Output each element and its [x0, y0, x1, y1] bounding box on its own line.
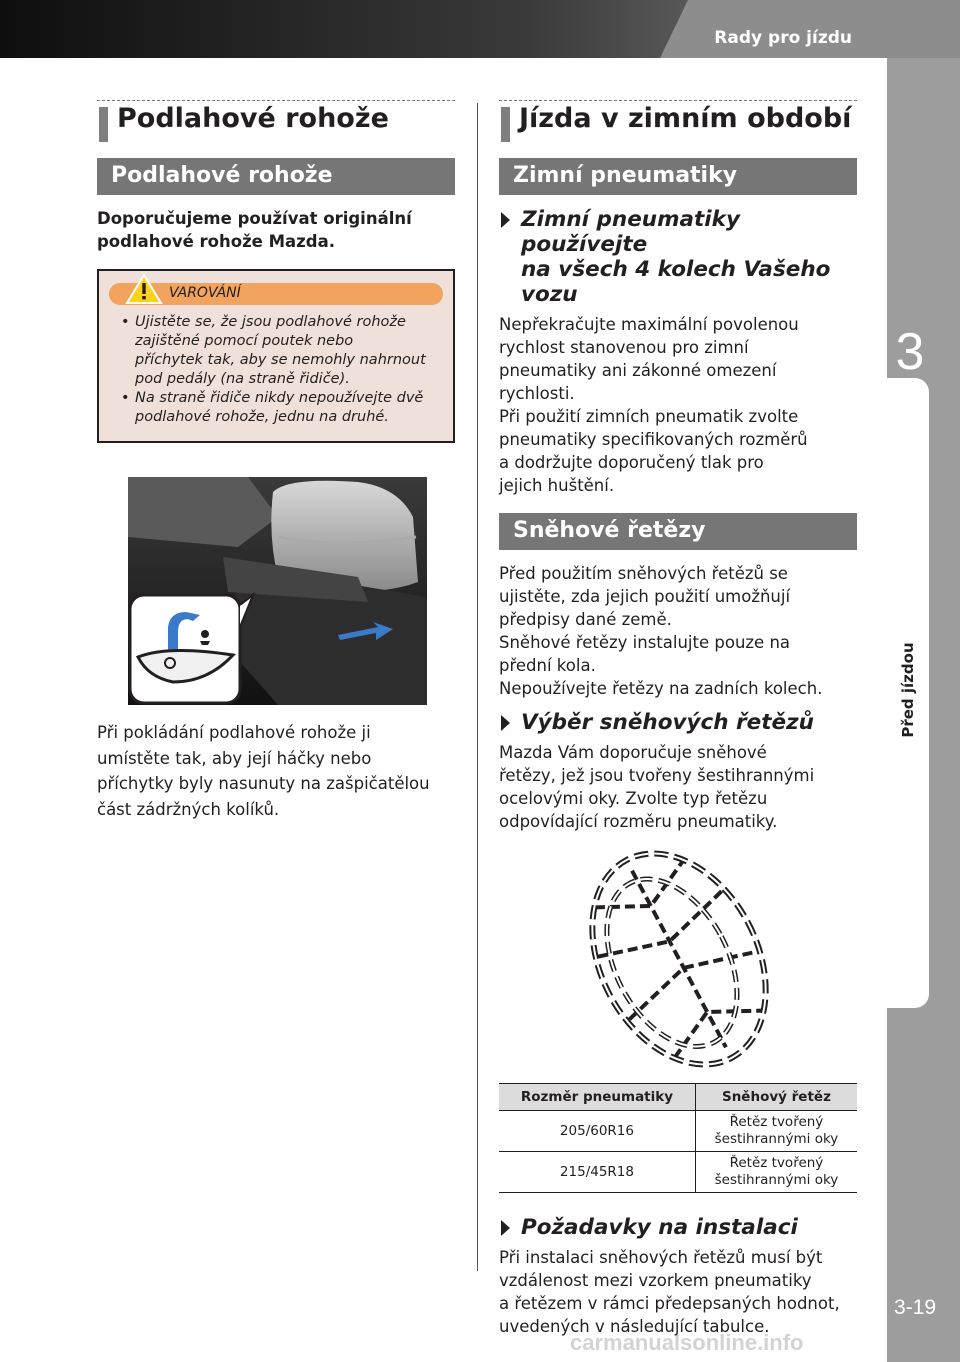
heading-bar — [99, 107, 108, 142]
warning-header — [109, 283, 443, 305]
chain-selection-text: Mazda Vám doporučuje sněhové řetězy, jež jsou tvořeny šestihrannými ocelovými oky. Zvolte typ řetězu odpovídající rozměru pneumatiky. — [499, 743, 815, 831]
table-header: Rozměr pneumatiky — [499, 1084, 695, 1111]
chapter-label: Před jízdou — [899, 642, 917, 738]
illustration-caption: Při pokládání podlahové rohože ji umístěte tak, aby její háčky nebo příchytky byly nasunuty na zašpičatělou část zádržných kolíků. — [97, 723, 430, 819]
column-divider — [477, 103, 478, 1271]
intro-text: Doporučujeme používat originální podlahové rohože Mazda. — [97, 209, 412, 251]
section-title: Podlahové rohože — [117, 103, 389, 134]
warning-list — [109, 313, 443, 427]
section-heading — [499, 100, 857, 144]
chevron-right-icon — [501, 715, 510, 731]
table-row: 215/45R18 Řetěz tvořený šestihrannými oky — [499, 1152, 857, 1193]
warning-label: VAROVÁNÍ — [169, 285, 241, 301]
heading-bar — [501, 107, 510, 142]
warning-item: • Ujistěte se, že jsou podlahové rohože zajištěné pomocí poutek nebo příchytek tak, aby se nemohly nahrnout pod pedály (na straně řidiče). — [109, 313, 443, 389]
table-header: Sněhový řetěz — [695, 1084, 857, 1111]
subsection-title-snow-chains: Sněhové řetězy — [499, 513, 857, 550]
left-column — [97, 100, 455, 822]
chevron-right-icon — [501, 212, 510, 228]
table-row: 205/60R16 Řetěz tvořený šestihrannými oky — [499, 1111, 857, 1152]
header-section-title: Rady pro jízdu — [714, 28, 852, 48]
subsection-title-winter-tires: Zimní pneumatiky — [499, 158, 857, 195]
snow-chains-text: Před použitím sněhových řetězů se ujistěte, zda jejich použití umožňují předpisy dané země. Sněhové řetězy instalujte pouze na přední kola. Nepoužívejte řetězy na zadních kolech. — [499, 564, 823, 698]
chapter-number: 3 — [895, 323, 925, 381]
tire-chain-table — [499, 1083, 857, 1193]
installation-heading: Požadavky na instalaci — [499, 1215, 857, 1240]
section-heading — [97, 100, 455, 144]
chevron-right-icon — [501, 1220, 510, 1236]
watermark: carmanualsonline.info — [570, 1330, 804, 1355]
warning-box — [97, 269, 455, 443]
winter-tires-text: Nepřekračujte maximální povolenou rychlost stanovenou pro zimní pneumatiky ani zákonné omezení rychlosti. Při použití zimních pneumatik zvolte pneumatiky specifikovaných rozměrů a dodržujte doporučený tlak pro jejich huštění. — [499, 315, 808, 495]
warning-icon — [125, 273, 163, 305]
warning-item: • Na straně řidiče nikdy nepoužívejte dvě podlahové rohože, jednu na druhé. — [109, 389, 443, 427]
snow-chain-illustration — [499, 841, 857, 1073]
floor-mat-illustration — [128, 477, 427, 705]
page-number: 3-19 — [894, 1296, 937, 1319]
section-title: Jízda v zimním období — [519, 103, 852, 134]
subsection-title: Podlahové rohože — [97, 158, 455, 195]
installation-text: Při instalaci sněhových řetězů musí být vzdálenost mezi vzorkem pneumatiky a řetězem v rámci předepsaných hodnot, uvedených v následující tabulce. — [499, 1248, 840, 1336]
right-column — [499, 100, 857, 1338]
winter-tires-heading: Zimní pneumatiky používejte na všech 4 kolech Vašeho vozu — [499, 207, 857, 307]
chain-selection-heading: Výběr sněhových řetězů — [499, 710, 857, 735]
